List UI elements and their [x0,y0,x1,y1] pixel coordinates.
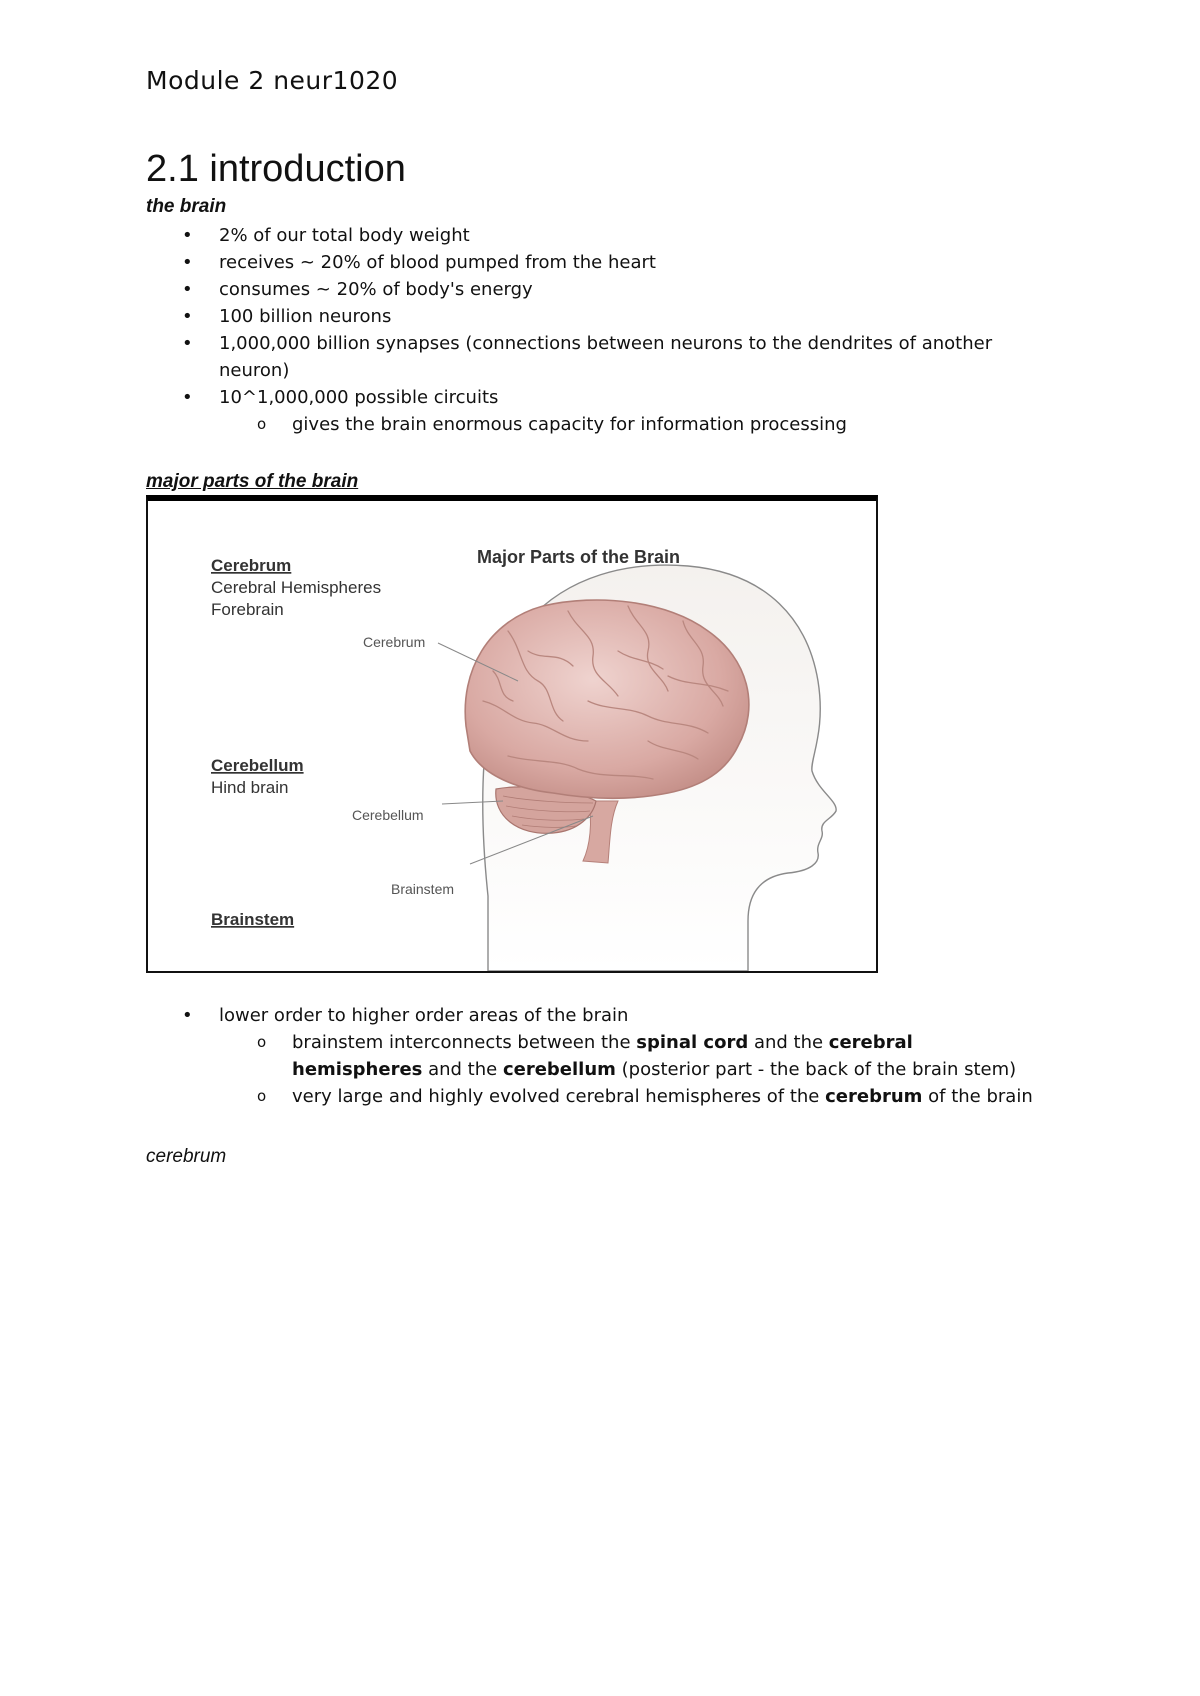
figure-cerebrum-line1: Cerebral Hemispheres [211,578,382,597]
figure-label-cerebrum: Cerebrum [363,634,426,650]
sub-list-item: o very large and highly evolved cerebral hemispheres of the cerebrum of the brain [219,1083,1040,1110]
bullet-icon: • [182,333,193,354]
parts-subheading: major parts of the brain [146,471,359,492]
list-item: • 10^1,000,000 possible circuits o gives the brain enormous capacity for information processing [0,384,1200,438]
term-cerebrum: cerebrum [825,1086,923,1107]
figure-cerebellum-line1: Hind brain [211,778,289,797]
bullet-icon: • [182,1005,193,1026]
figure-title: Major Parts of the Brain [477,547,681,567]
sub-list-item: o gives the brain enormous capacity for information processing [219,411,1040,438]
sub-list-item: o brainstem interconnects between the spinal cord and the cerebral hemispheres and the cerebellum (posterior part - the back of the brain stem) [219,1029,1040,1083]
list-item: • 100 billion neurons [0,303,1200,330]
figure-label-cerebellum: Cerebellum [352,807,424,823]
list-item: • 2% of our total body weight [0,222,1200,249]
list-item: • receives ~ 20% of blood pumped from the heart [0,249,1200,276]
brain-diagram-figure [146,495,878,973]
brain-subheading: the brain [146,196,227,217]
figure-cerebrum-heading: Cerebrum [211,556,292,575]
sub-bullet-icon: o [257,415,267,433]
brain-facts-list [0,222,1200,438]
sub-bullet-icon: o [257,1033,267,1051]
bullet-icon: • [182,252,193,273]
brain-order-list [0,1002,1200,1110]
cerebrum-shape [465,600,749,798]
document-title: Module 2 neur1020 [146,66,399,95]
list-item: • lower order to higher order areas of the brain o brainstem interconnects between the spinal cord and the cerebral hemispheres and the cerebellum (posterior part - the back of the brain stem) o very large and highly evolved cerebral hemispheres of the cerebrum of the brain [0,1002,1200,1110]
bullet-icon: • [182,279,193,300]
list-item: • consumes ~ 20% of body's energy [0,276,1200,303]
figure-brainstem-heading: Brainstem [211,910,295,929]
brain-diagram [148,501,876,971]
bullet-icon: • [182,225,193,246]
bullet-icon: • [182,387,193,408]
term-cerebellum: cerebellum [502,1059,616,1080]
figure-label-brainstem: Brainstem [391,881,455,897]
figure-cerebrum-line2: Forebrain [211,600,284,619]
bullet-icon: • [182,306,193,327]
list-item: • 1,000,000 billion synapses (connections between neurons to the dendrites of another neuron) [0,330,1200,384]
section-heading: 2.1 introduction [146,148,406,190]
figure-cerebellum-heading: Cerebellum [211,756,304,775]
cerebrum-subheading: cerebrum [146,1146,227,1167]
sub-bullet-icon: o [257,1087,267,1105]
sub-list [219,411,1040,438]
term-spinal-cord: spinal cord [636,1032,749,1053]
term-cerebral-hemispheres: cerebral hemispheres [292,1032,913,1080]
sub-list [219,1029,1040,1110]
